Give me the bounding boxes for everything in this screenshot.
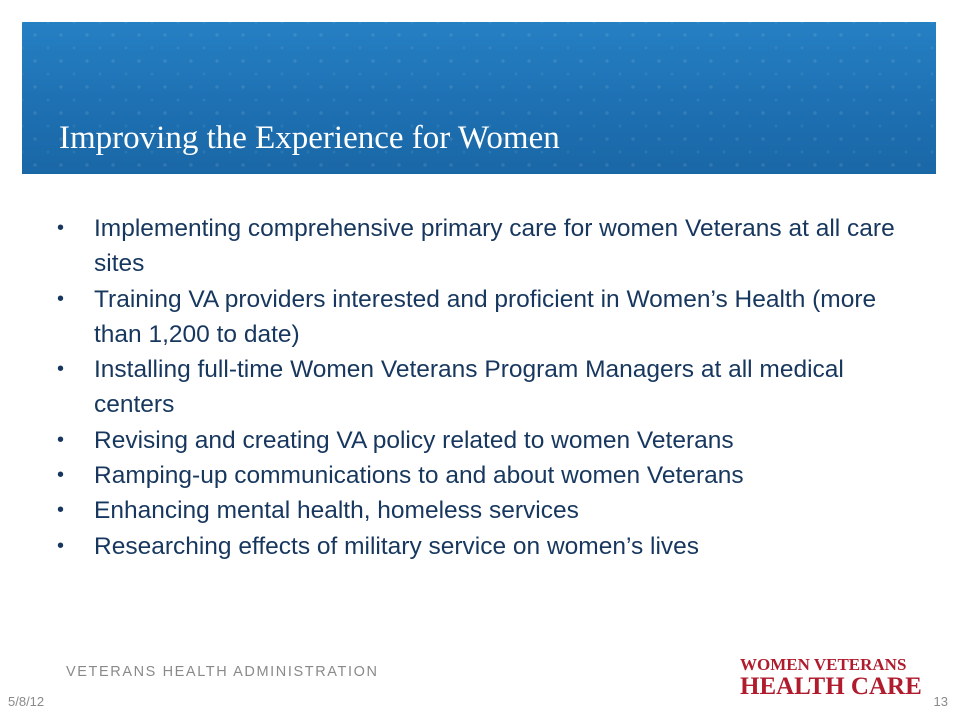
bullet-item	[55, 282, 905, 353]
bullet-text: Researching effects of military service on women’s lives	[94, 532, 700, 560]
logo-line-2: HEALTH CARE	[740, 673, 922, 700]
logo-line-1: WOMEN VETERANS	[740, 655, 907, 674]
bullet-item	[55, 529, 905, 564]
bullet-icon: •	[57, 534, 65, 557]
bullet-item	[55, 493, 905, 528]
bullet-icon: •	[57, 464, 65, 487]
bullet-item	[55, 211, 905, 282]
bullet-text: Enhancing mental health, homeless services	[94, 497, 579, 525]
bullet-text: Revising and creating VA policy related to women Veterans	[94, 426, 734, 454]
bullet-text: Ramping-up communications to and about women Veterans	[94, 462, 744, 490]
footer-date: 5/8/12	[8, 694, 45, 709]
bullet-text: Training VA providers interested and proficient in Women’s Health (more than 1,200 to date)	[94, 285, 877, 348]
bullet-text: Implementing comprehensive primary care for women Veterans at all care sites	[94, 215, 895, 278]
page-number: 13	[933, 694, 948, 709]
bullet-icon: •	[57, 287, 65, 310]
bullet-item	[55, 352, 905, 423]
women-veterans-health-care-logo	[740, 655, 922, 702]
slide-title: Improving the Experience for Women	[59, 120, 560, 156]
bullet-icon: •	[57, 428, 65, 451]
bullet-item	[55, 423, 905, 458]
bullet-icon: •	[57, 499, 65, 522]
bullet-list	[55, 211, 905, 564]
bullet-icon: •	[57, 358, 65, 381]
bullet-icon: •	[57, 217, 65, 239]
bullet-text: Installing full-time Women Veterans Program Managers at all medical centers	[94, 356, 844, 419]
bullet-item	[55, 458, 905, 493]
footer-organization: VETERANS HEALTH ADMINISTRATION	[66, 664, 379, 680]
